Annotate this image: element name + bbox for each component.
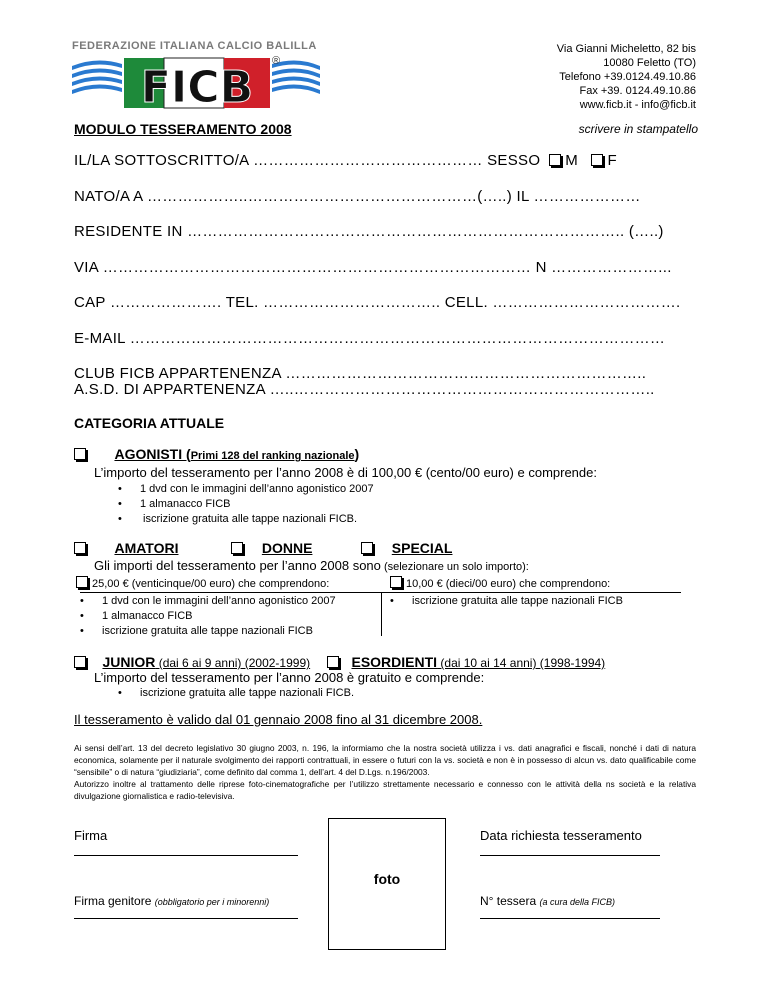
address-block [557, 42, 696, 112]
firma-line[interactable] [74, 855, 298, 856]
agonisti-row[interactable]: AGONISTI (Primi 128 del ranking nazionale) [74, 446, 359, 464]
junior-checkbox[interactable] [74, 656, 86, 668]
privacy-notice [74, 742, 696, 802]
list-item: • iscrizione gratuita alle tappe nazionali FICB. [118, 512, 374, 527]
email-line[interactable]: E-MAIL …………………………………………………………………………………………… [74, 330, 666, 347]
address-line: Via Gianni Micheletto, 82 bis [556, 43, 696, 55]
list-item: • iscrizione gratuita alle tappe nazionali FICB. [118, 686, 354, 701]
firma-genitore-label: Firma genitore (obbligatorio per i minorenni) [74, 894, 270, 908]
logo-text: FICB [140, 62, 254, 112]
data-richiesta-label: Data richiesta tesseramento [480, 828, 642, 843]
list-item: • 1 dvd con le immagini dell’anno agonistico 2007 [80, 594, 336, 609]
form-note: scrivere in stampatello [578, 122, 698, 136]
tessera-line[interactable] [480, 918, 660, 919]
amatori-options [80, 574, 700, 637]
privacy-paragraph: Autorizzo inoltre al trattamento delle riprese foto-cinematografiche per l’utilizzo strettamente necessario e connesso con le attività della ns società e la relativa divulgazione giornalistica e radio-televisiva. [74, 779, 696, 801]
option-right-list [390, 594, 623, 609]
firma-label: Firma [74, 828, 108, 843]
address-line: Telefono +39.0124.49.10.86 [559, 71, 696, 83]
category-heading: CATEGORIA ATTUALE [74, 415, 225, 431]
name-line[interactable]: IL/LA SOTTOSCRITTO/A ……………………………………… SESSO M F [74, 152, 617, 169]
firma-genitore-line[interactable] [74, 918, 298, 919]
agonisti-text: L’importo del tesseramento per l’anno 2008 è di 100,00 € (cento/00 euro) e comprende: [94, 465, 597, 480]
donne-checkbox[interactable] [231, 542, 243, 554]
data-richiesta-line[interactable] [480, 855, 660, 856]
option-left-list [80, 594, 336, 639]
asd-line[interactable]: A.S.D. DI APPARTENENZA …..…………………………………………………………….. [74, 381, 655, 398]
agonisti-checkbox[interactable] [74, 448, 86, 460]
list-item: • 1 almanacco FICB [118, 497, 374, 512]
special-checkbox[interactable] [361, 542, 373, 554]
option-right[interactable]: 10,00 € (dieci/00 euro) che comprendono: [390, 576, 610, 591]
photo-box[interactable]: foto [328, 818, 446, 950]
address-line: www.ficb.it - info@ficb.it [579, 99, 696, 111]
address-line: 10080 Feletto (TO) [603, 57, 696, 69]
junior-row[interactable]: JUNIOR (dai 6 ai 9 anni) (2002-1999) ESORDIENTI (dai 10 ai 14 anni) (1998-1994) [74, 654, 605, 672]
contact-line[interactable]: CAP …………………. TEL. …………………………….. CELL. ………………………………. [74, 294, 681, 311]
option-25-checkbox[interactable] [76, 576, 88, 588]
list-item: • 1 almanacco FICB [80, 609, 336, 624]
ficb-logo [72, 52, 324, 112]
option-10-checkbox[interactable] [390, 576, 402, 588]
amatori-row[interactable]: AMATORI DONNE SPECIAL [74, 540, 452, 558]
street-line[interactable]: VIA ………………………………………………………………………… N …………………... [74, 259, 672, 276]
sex-f-checkbox[interactable] [591, 154, 603, 166]
form-title: MODULO TESSERAMENTO 2008 [74, 121, 292, 137]
privacy-paragraph: Ai sensi dell’art. 13 del decreto legislativo 30 giugno 2003, n. 196, la informiamo che la nostra società utilizza i vs. dati anagrafici e fiscali, nonché i dati di natura economica, solamente per il naturale svolgimento dei rapporti contrattuali, in essere o futuri con la vs. società e non è in possesso di alcun vs. dato qualificabile come “sensibile” o di natura “giudiziaria”, come definito dal comma 1, dell’art. 4 del D.Lgs. n.196/2003. [74, 743, 696, 777]
junior-list [118, 686, 354, 701]
agonisti-list [118, 482, 374, 527]
list-item: • iscrizione gratuita alle tappe nazionali FICB [390, 594, 623, 609]
residence-line[interactable]: RESIDENTE IN ………………………………………………………………………….. (…..) [74, 223, 664, 240]
club-line[interactable]: CLUB FICB APPARTENENZA …………………………………………………………….. [74, 365, 647, 382]
federation-name: FEDERAZIONE ITALIANA CALCIO BALILLA [72, 40, 317, 52]
list-item: • iscrizione gratuita alle tappe nazionali FICB [80, 624, 336, 639]
amatori-text: Gli importi del tesseramento per l’anno 2008 sono (selezionare un solo importo): [94, 558, 529, 573]
junior-text: L’importo del tesseramento per l’anno 2008 è gratuito e comprende: [94, 670, 485, 685]
tessera-label: N° tessera (a cura della FICB) [480, 894, 616, 908]
validity-text: Il tesseramento è valido dal 01 gennaio 2008 fino al 31 dicembre 2008. [74, 712, 483, 727]
registered-mark: ® [272, 55, 281, 67]
address-line: Fax +39. 0124.49.10.86 [579, 85, 696, 97]
list-item: • 1 dvd con le immagini dell’anno agonistico 2007 [118, 482, 374, 497]
option-left[interactable]: 25,00 € (venticinque/00 euro) che comprendono: [76, 576, 329, 591]
esordienti-checkbox[interactable] [327, 656, 339, 668]
amatori-checkbox[interactable] [74, 542, 86, 554]
birth-line[interactable]: NATO/A A ………………..………………………………………(…..) IL ………………… [74, 188, 641, 205]
sex-m-checkbox[interactable] [549, 154, 561, 166]
